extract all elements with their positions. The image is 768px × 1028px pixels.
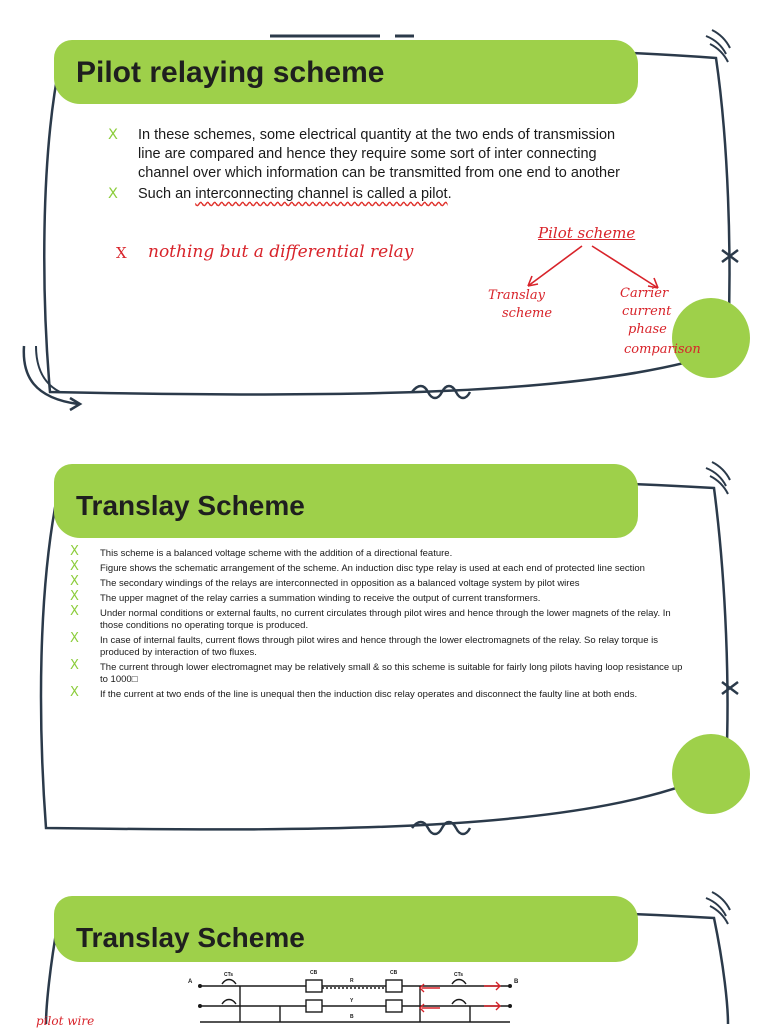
diagram-left-label-2: scheme <box>502 306 553 321</box>
x-bullet-icon: X <box>70 574 79 589</box>
bullet-text: Under normal conditions or external faults, no current circulates through pilot wires and hence through the lower magnets of the relay. In those conditions no operating torque is produced. <box>100 608 671 631</box>
handwritten-annotation: nothing but a differential relay <box>148 242 414 262</box>
x-bullet-icon: X <box>70 658 79 673</box>
bullet-item <box>70 574 690 590</box>
bullet-text: The secondary windings of the relays are interconnected in opposition as a balanced voltage system by pilot wires <box>100 578 580 589</box>
diagram-left-label-1: Translay <box>488 288 545 303</box>
bullet-text: In these schemes, some electrical quantity at the two ends of transmission line are compared and hence they require some sort of inter connecting channel over which information can be transmitted from one end to another <box>138 127 620 181</box>
bullet-text: The current through lower electromagnet may be relatively small & so this scheme is suitable for fairly long pilots having loop resistance up to 1000□ <box>100 662 683 685</box>
bullet-text: Figure shows the schematic arrangement of the scheme. An induction disc type relay is used at each end of protected line section <box>100 563 645 574</box>
circuit-phase-label-b: B <box>514 979 519 985</box>
bullet-text-prefix: Such an <box>138 186 196 202</box>
bullet-text: In case of internal faults, current flows through pilot wires and hence through the lower electromagnets of the relay. So relay torque is produced by interaction of two fluxes. <box>100 635 658 658</box>
diagram-right-label-1: Carrier <box>620 286 669 301</box>
x-bullet-icon: X <box>70 604 79 619</box>
bullet-item <box>70 631 690 659</box>
slide-title: Pilot relaying scheme <box>76 56 385 89</box>
bullet-item <box>70 589 690 605</box>
x-bullet-icon: X <box>70 589 79 604</box>
handwritten-annotation: pilot wire <box>36 1014 95 1028</box>
x-bullet-icon: X <box>70 544 79 559</box>
bullet-text: The upper magnet of the relay carries a summation winding to receive the output of current transformers. <box>100 593 541 604</box>
circuit-label-cb-right: CB <box>390 970 398 976</box>
circuit-diagram <box>0 876 768 1024</box>
bullet-item <box>70 604 690 632</box>
bullet-list <box>70 544 690 704</box>
bullet-text: If the current at two ends of the line is unequal then the induction disc relay operates and disconnect the faulty line at both ends. <box>100 689 638 700</box>
slide-title: Translay Scheme <box>76 922 305 953</box>
bullet-item <box>70 685 690 701</box>
circuit-phase-label-a: A <box>188 979 193 985</box>
bullet-text: This scheme is a balanced voltage scheme with the addition of a directional feature. <box>100 548 453 559</box>
circuit-label-cts-right: CTs <box>454 972 464 978</box>
x-bullet-icon: X <box>70 559 79 574</box>
circuit-label-cb-left: CB <box>310 970 318 976</box>
x-bullet-icon: X <box>70 631 79 646</box>
diagram-right-label-4: comparison <box>624 342 701 357</box>
diagram-root-label: Pilot scheme <box>538 224 636 242</box>
bullet-text-suffix: . <box>447 186 452 202</box>
diagram-right-label-2: current <box>622 304 672 319</box>
circuit-label-r: R <box>350 978 354 984</box>
slide-title: Translay Scheme <box>76 490 305 521</box>
diagram-right-label-3: phase <box>628 322 667 337</box>
green-circle-decoration <box>672 734 750 814</box>
circuit-label-y: Y <box>350 998 354 1004</box>
x-bullet-icon: X <box>108 127 118 143</box>
slide-translay-scheme-text <box>0 440 768 850</box>
bullet-item <box>70 658 690 686</box>
circuit-label-b: B <box>350 1014 354 1020</box>
x-bullet-icon: X <box>108 186 118 202</box>
annotation-marker: X <box>116 244 127 262</box>
bullet-item <box>70 544 690 560</box>
slide-translay-scheme-diagram <box>0 876 768 1028</box>
x-bullet-icon: X <box>70 685 79 700</box>
bullet-item <box>70 559 690 575</box>
diagram-arrows <box>0 0 768 420</box>
circuit-label-cts-left: CTs <box>224 972 234 978</box>
bullet-text-underlined: interconnecting channel is called a pilot <box>195 186 448 202</box>
slide-pilot-relaying <box>0 0 768 420</box>
